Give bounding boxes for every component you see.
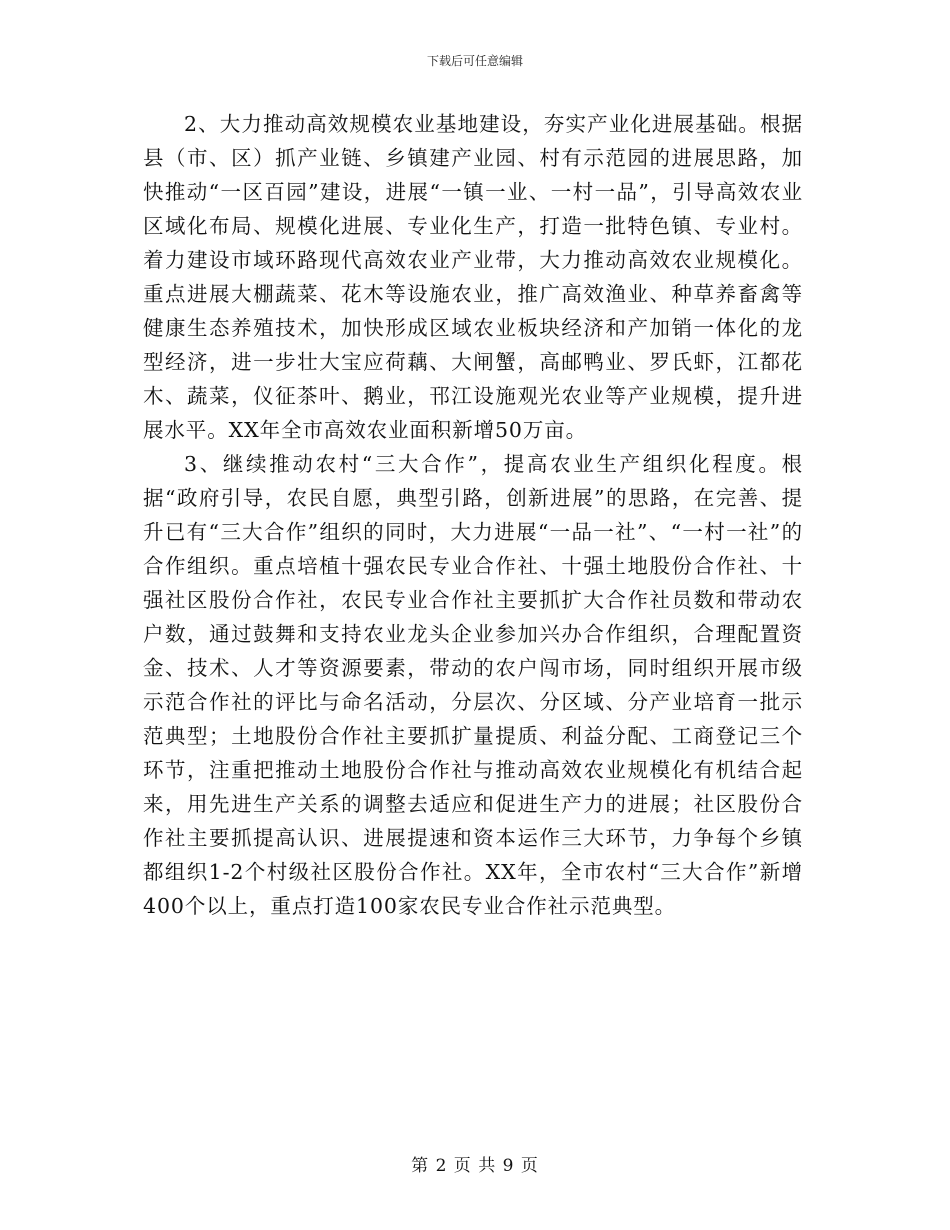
page-header: 下载后可任意编辑 xyxy=(426,54,523,68)
document-body xyxy=(143,107,803,923)
page-number: 第 2 页 共 9 页 xyxy=(411,1156,539,1176)
paragraph-2: 2、大力推动高效规模农业基地建设，夯实产业化进展基础。根据县（市、区）抓产业链、乡镇建产业园、村有示范园的进展思路，加快推动“一区百园”建设，进展“一镇一业、一村一品”，引导高效农业区域化布局、规模化进展、专业化生产，打造一批特色镇、专业村。着力建设市域环路现代高效农业产业带，大力推动高效农业规模化。重点进展大棚蔬菜、花木等设施农业，推广高效渔业、种草养畜禽等健康生态养殖技术，加快形成区域农业板块经济和产加销一体化的龙型经济，进一步壮大宝应荷藕、大闸蟹，高邮鸭业、罗氏虾，江都花木、蔬菜，仪征茶叶、鹅业，邗江设施观光农业等产业规模，提升进展水平。XX年全市高效农业面积新增50万亩。 xyxy=(143,112,803,442)
paragraph-3: 3、继续推动农村“三大合作”，提高农业生产组织化程度。根据“政府引导，农民自愿，典型引路，创新进展”的思路，在完善、提升已有“三大合作”组织的同时，大力进展“一品一社”、“一村一社”的合作组织。重点培植十强农民专业合作社、十强土地股份合作社、十强社区股份合作社，农民专业合作社主要抓扩大合作社员数和带动农户数，通过鼓舞和支持农业龙头企业参加兴办合作组织，合理配置资金、技术、人才等资源要素，带动的农户闯市场，同时组织开展市级示范合作社的评比与命名活动，分层次、分区域、分产业培育一批示范典型；土地股份合作社主要抓扩量提质、利益分配、工商登记三个环节，注重把推动土地股份合作社与推动高效农业规模化有机结合起来，用先进生产关系的调整去适应和促进生产力的进展；社区股份合作社主要抓提高认识、进展提速和资本运作三大环节，力争每个乡镇都组织1-2个村级社区股份合作社。XX年，全市农村“三大合作”新增400个以上，重点打造100家农民专业合作社示范典型。 xyxy=(143,452,804,918)
